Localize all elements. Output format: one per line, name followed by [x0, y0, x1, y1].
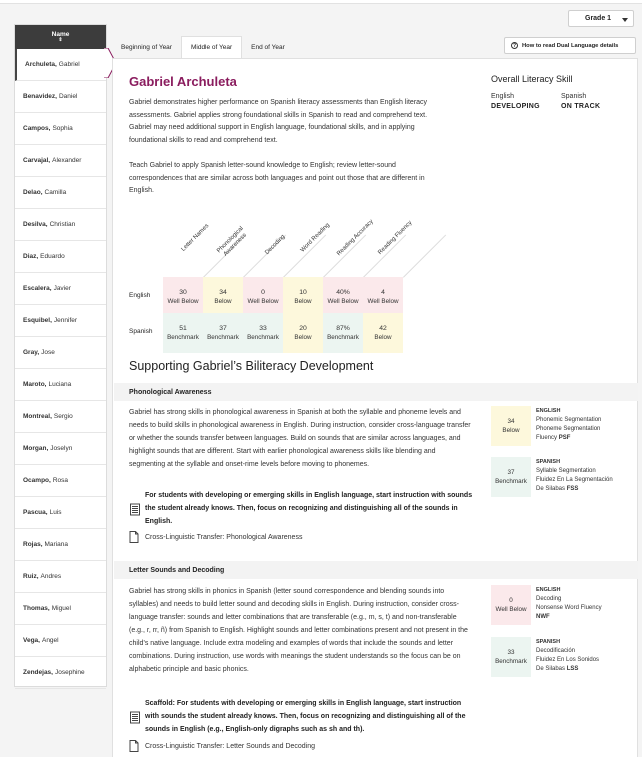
score-level: Benchmark	[327, 334, 359, 341]
student-list-item[interactable]	[15, 529, 106, 561]
column-divider	[403, 235, 446, 278]
student-last-name: Campos,	[23, 125, 51, 132]
measure-language: SPANISH	[536, 459, 561, 465]
student-last-name: Archuleta,	[25, 61, 57, 68]
score-value: 34	[219, 289, 227, 296]
student-first-name: Javier	[53, 285, 71, 292]
student-list-item[interactable]	[15, 593, 106, 625]
student-detail-panel	[112, 58, 638, 757]
measure-name-line: Phonemic Segmentation	[536, 417, 602, 423]
overall-title: Overall Literacy Skill	[491, 74, 573, 84]
measure-name-line: Nonsense Word Fluency	[536, 605, 602, 611]
overall-english-status: DEVELOPING	[491, 103, 540, 110]
score-level: Below	[294, 298, 312, 305]
student-list-item[interactable]	[15, 241, 106, 273]
measure-score-card	[491, 406, 631, 446]
section-text-letter-sounds: Gabriel has strong skills in phonics in Spanish (letter sound correspondence and blending sounds into syllables) and needs to build letter sound and decoding skills in English. During instruction, consider cross-language transfer: sounds and letter combinations that are transferable (e.g., m, s, t) and non-transferable (e.g., r, rr, ñ) from Spanish to English. Highlight sounds and letter combinations present and not present in the child’s native language. Include extra modeling and examples of words that include the sounds and letter combinations. During instruction, use words with meanings the student understands so the focus can be on alphabetic principle and basic phonics.	[129, 588, 468, 673]
score-cell	[363, 277, 403, 317]
measure-name-line	[536, 434, 601, 443]
score-level: Well Below	[247, 298, 279, 305]
teaching-recommendation: Teach Gabriel to apply Spanish letter-sound knowledge to English; review letter-sound correspondences that are similar across both languages and point out those that are different in English.	[129, 162, 425, 195]
tab-end-of-year[interactable]: End of Year	[251, 43, 285, 51]
score-column-label: Phonological Awareness	[216, 225, 248, 258]
student-last-name: Maroto,	[23, 381, 47, 388]
section-tip-phonological-awareness	[129, 489, 473, 528]
score-column-label: Word Reading	[299, 222, 332, 254]
measure-name-line: Syllable Segmentation	[536, 468, 596, 474]
section-text-phonological-awareness: Gabriel has strong skills in phonological awareness in Spanish at both the syllable and phoneme levels and needs to build skills in phonological awareness in English. During instruction, consider cross-language transfer or whether the sounds transfer between languages. Build on sounds that are similar across languages, and highlight sounds that are different. Start with earlier phonological awareness skills like blending and segmenting at the syllable and onset-rime levels before moving to phonemes.	[129, 409, 471, 468]
score-row-label: English	[129, 292, 151, 299]
student-first-name: Gabriel	[58, 61, 80, 68]
score-column-label: Decoding	[264, 233, 287, 257]
score-value: 0	[261, 289, 265, 296]
score-value: 30	[179, 289, 187, 296]
student-first-name: Daniel	[58, 93, 78, 100]
measure-abbr: PSF	[558, 435, 571, 441]
measure-score-level: Below	[502, 427, 520, 434]
score-cell	[203, 277, 243, 317]
scaffold-icon	[129, 491, 141, 528]
measure-score-level: Benchmark	[495, 658, 527, 665]
student-first-name: Andres	[40, 573, 62, 580]
student-list-item[interactable]	[15, 177, 106, 209]
student-first-name: Alexander	[52, 157, 82, 164]
score-cell	[163, 277, 203, 317]
student-list-item[interactable]	[15, 433, 106, 465]
student-list-item[interactable]	[15, 305, 106, 337]
measure-score-box	[491, 406, 531, 446]
overall-spanish-status: ON TRACK	[561, 103, 601, 110]
scaffold-icon	[129, 699, 141, 736]
student-first-name: Luis	[49, 509, 62, 516]
score-level: Benchmark	[247, 334, 279, 341]
student-list-item[interactable]	[15, 113, 106, 145]
student-list-item[interactable]	[15, 337, 106, 369]
student-first-name: Joselyn	[50, 445, 73, 452]
measure-name-line: Fluidez En La Segmentación	[536, 477, 613, 483]
student-list-item[interactable]	[15, 145, 106, 177]
help-icon: ?	[512, 42, 517, 49]
measure-info	[531, 585, 602, 625]
student-first-name: Jennifer	[53, 317, 78, 324]
support-title: Supporting Gabriel’s Biliteracy Development	[129, 359, 374, 373]
student-summary: Gabriel demonstrates higher performance on Spanish literacy assessments than English literacy assessments. Gabriel applies strong foundational skills in Spanish to read and comprehend text. Gabriel may need additional support in English language, foundational skills, and in applying foundational skills to read and comprehend text.	[129, 99, 428, 144]
student-last-name: Carvajal,	[23, 157, 51, 164]
measure-score-value: 33	[507, 649, 515, 656]
measure-score-box	[491, 585, 531, 625]
tip-text: Scaffold: For students with developing or emerging skills in English language, start instruction with sounds the student already knows. Then, focus on recognizing and distinguishing all of the sounds in English (e.g., English-only digraphs such as sh and th).	[145, 700, 466, 733]
student-last-name: Rojas,	[23, 541, 43, 548]
student-list-item[interactable]	[15, 81, 106, 113]
measure-score-box	[491, 637, 531, 677]
student-last-name: Benavidez,	[23, 93, 57, 100]
score-level: Well Below	[367, 298, 399, 305]
measure-score-card	[491, 457, 631, 497]
score-cell	[163, 313, 203, 353]
score-cell	[243, 277, 283, 317]
student-last-name: Montreal,	[23, 413, 52, 420]
measure-abbr: NWF	[536, 614, 550, 620]
document-icon	[129, 740, 139, 752]
score-row-label: Spanish	[129, 328, 153, 335]
measure-name-text: Fluency	[536, 435, 558, 441]
chevron-down-icon	[622, 18, 628, 22]
tip-text: For students with developing or emerging skills in English language, start instruction with sounds the student already knows. Then, focus on recognizing and distinguishing all of the sounds in English.	[145, 492, 473, 525]
measure-name-line	[536, 613, 602, 622]
measure-language: ENGLISH	[536, 408, 561, 414]
section-header-phonological-awareness: Phonological Awareness	[114, 383, 638, 401]
student-first-name: Sergio	[53, 413, 73, 420]
measure-name-text: De Silabas	[536, 486, 566, 492]
student-list	[14, 24, 107, 687]
student-first-name: Sophia	[52, 125, 73, 132]
score-cell	[243, 313, 283, 353]
student-last-name: Esquibel,	[23, 317, 52, 324]
score-level: Below	[214, 298, 232, 305]
grade-select[interactable]	[568, 10, 634, 27]
how-to-read-label: How to read Dual Language details	[522, 42, 619, 49]
student-list-item[interactable]	[15, 465, 106, 497]
score-cell	[323, 313, 363, 353]
name-column-header[interactable]	[15, 25, 106, 49]
measure-name-text: De Silabas	[536, 666, 566, 672]
measure-info	[531, 457, 613, 497]
student-list-item[interactable]	[15, 273, 106, 305]
grade-select-value: Grade 1	[585, 15, 612, 22]
student-last-name: Escalera,	[23, 285, 52, 292]
column-divider	[283, 235, 326, 278]
score-cell	[323, 277, 363, 317]
student-last-name: Morgan,	[23, 445, 49, 452]
column-divider	[363, 235, 406, 278]
score-value: 20	[299, 325, 307, 332]
tab-beginning-of-year[interactable]: Beginning of Year	[121, 43, 172, 51]
student-last-name: Delao,	[23, 189, 43, 196]
measure-language: ENGLISH	[536, 587, 561, 593]
score-value: 4	[381, 289, 385, 296]
measure-name-line	[536, 665, 599, 674]
student-list-item[interactable]	[15, 657, 106, 689]
score-cell	[363, 313, 403, 353]
student-list-item[interactable]	[15, 497, 106, 529]
score-column-label: Letter Names	[180, 223, 211, 253]
link-label: Cross-Linguistic Transfer: Phonological Awareness	[145, 533, 303, 541]
student-first-name: Josephine	[54, 669, 85, 676]
student-last-name: Ruiz,	[23, 573, 39, 580]
student-last-name: Vega,	[23, 637, 40, 644]
score-value: 40%	[336, 289, 350, 296]
measure-info	[531, 406, 601, 446]
cross-linguistic-link-letter-sounds[interactable]	[129, 740, 315, 752]
student-name: Gabriel Archuleta	[129, 74, 237, 89]
measure-language: SPANISH	[536, 639, 561, 645]
link-label: Cross-Linguistic Transfer: Letter Sounds and Decoding	[145, 742, 316, 750]
overall-english-label: English	[491, 93, 514, 100]
student-first-name: Camilla	[44, 189, 67, 196]
measure-score-value: 34	[507, 418, 515, 425]
student-first-name: Eduardo	[40, 253, 65, 260]
score-level: Below	[374, 334, 392, 341]
student-first-name: Miguel	[51, 605, 71, 612]
student-last-name: Desilva,	[23, 221, 48, 228]
measure-score-value: 37	[507, 469, 515, 476]
student-last-name: Pascua,	[23, 509, 48, 516]
student-last-name: Ocampo,	[23, 477, 51, 484]
student-list-item[interactable]	[15, 49, 106, 81]
score-value: 87%	[336, 325, 350, 332]
measure-name-line: Fluidez En Los Sonidos	[536, 657, 600, 663]
student-first-name: Angel	[41, 637, 59, 644]
score-level: Well Below	[327, 298, 359, 305]
measure-name-line: Decoding	[536, 596, 562, 602]
score-column-label: Reading Accuracy	[336, 218, 375, 258]
measure-name-line: Decodificación	[536, 648, 576, 654]
score-level: Below	[294, 334, 312, 341]
measure-score-level: Well Below	[495, 606, 527, 613]
student-last-name: Gray,	[23, 349, 40, 356]
top-bar	[0, 0, 642, 4]
score-cell	[283, 313, 323, 353]
tab-middle-of-year[interactable]: Middle of Year	[181, 36, 242, 58]
score-value: 10	[299, 289, 307, 296]
score-value: 37	[219, 325, 227, 332]
student-first-name: Mariana	[44, 541, 68, 548]
overall-spanish-label: Spanish	[561, 93, 587, 100]
score-value: 42	[379, 325, 387, 332]
student-first-name: Christian	[49, 221, 76, 228]
measure-name-line	[536, 485, 613, 494]
measure-name-line: Phoneme Segmentation	[536, 426, 601, 432]
score-cell	[283, 277, 323, 317]
student-first-name: Luciana	[48, 381, 72, 388]
student-first-name: Rosa	[52, 477, 68, 484]
name-header-label: Name	[51, 30, 70, 38]
sort-icon: ⇕	[58, 36, 63, 43]
how-to-read-button[interactable]	[504, 37, 636, 54]
overall-literacy-skill	[491, 74, 631, 110]
measure-score-box	[491, 457, 531, 497]
measure-abbr: LSS	[566, 666, 579, 672]
score-level: Well Below	[167, 298, 199, 305]
measure-score-card	[491, 637, 631, 677]
measure-score-value: 0	[509, 597, 513, 604]
score-level: Benchmark	[207, 334, 239, 341]
score-cell	[203, 313, 243, 353]
document-icon	[129, 531, 139, 543]
student-list-item[interactable]	[15, 209, 106, 241]
student-last-name: Diaz,	[23, 253, 39, 260]
student-first-name: Jose	[41, 349, 55, 356]
measure-info	[531, 637, 599, 677]
section-header-letter-sounds: Letter Sounds and Decoding	[114, 561, 638, 579]
score-level: Benchmark	[167, 334, 199, 341]
student-list-item[interactable]	[15, 401, 106, 433]
measure-score-card	[491, 585, 631, 625]
measure-abbr: FSS	[566, 486, 579, 492]
column-divider	[323, 235, 366, 278]
cross-linguistic-link-phonological[interactable]	[129, 531, 302, 543]
score-column-label: Reading Fluency	[377, 219, 414, 257]
score-value: 51	[179, 325, 187, 332]
student-list-item[interactable]	[15, 561, 106, 593]
student-list-item[interactable]	[15, 625, 106, 657]
student-last-name: Thomas,	[23, 605, 50, 612]
student-list-item[interactable]	[15, 369, 106, 401]
score-value: 33	[259, 325, 267, 332]
section-tip-letter-sounds	[129, 697, 473, 736]
measure-score-level: Benchmark	[495, 478, 527, 485]
student-last-name: Zendejas,	[23, 669, 53, 676]
